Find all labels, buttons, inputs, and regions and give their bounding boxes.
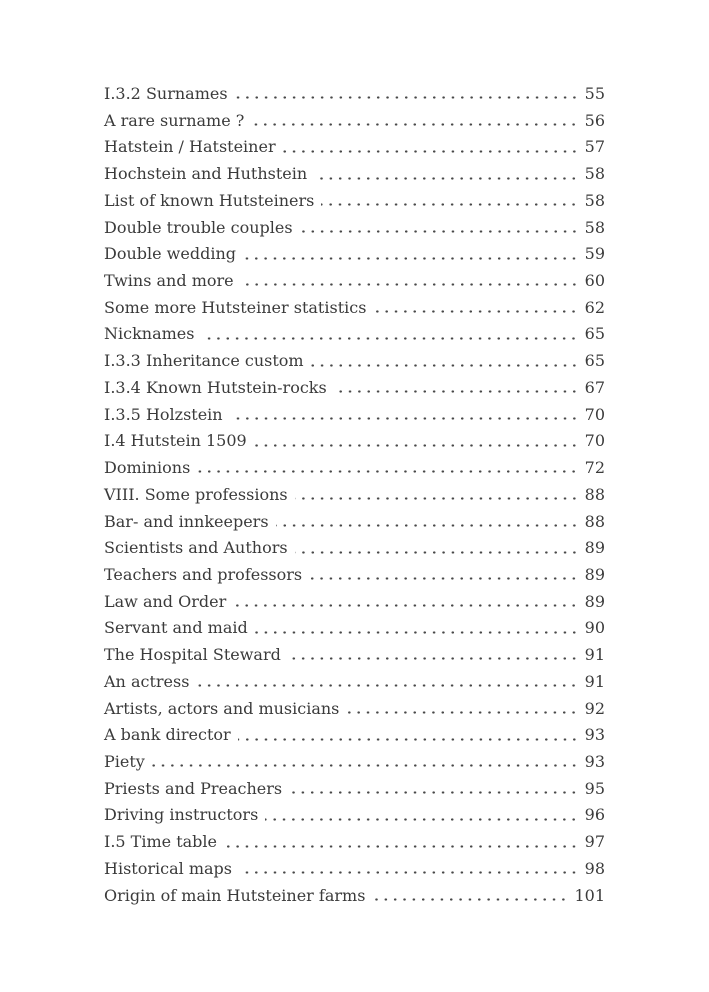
toc-entry-title: Hochstein and Huthstein bbox=[104, 164, 308, 184]
toc-dot-leader bbox=[254, 428, 580, 455]
toc-entry[interactable] bbox=[104, 482, 605, 509]
toc-entry-title: Double trouble couples bbox=[104, 217, 293, 237]
toc-entry-title: Dominions bbox=[104, 458, 191, 478]
toc-entry[interactable] bbox=[104, 81, 605, 108]
toc-entry[interactable] bbox=[104, 134, 605, 161]
toc-entry-page-number: 67 bbox=[584, 377, 605, 397]
toc-dot-leader bbox=[334, 375, 580, 402]
toc-entry-page-number: 58 bbox=[584, 190, 605, 210]
toc-dot-leader bbox=[255, 615, 580, 642]
toc-entry[interactable] bbox=[104, 535, 605, 562]
toc-entry-page-number: 89 bbox=[584, 591, 605, 611]
toc-entry[interactable] bbox=[104, 268, 605, 295]
toc-entry[interactable] bbox=[104, 428, 605, 455]
toc-dot-leader bbox=[235, 81, 580, 108]
toc-entry-title: Artists, actors and musicians bbox=[104, 698, 340, 718]
toc-entry[interactable] bbox=[104, 829, 605, 856]
toc-entry-page-number: 93 bbox=[584, 725, 605, 745]
toc-entry-title: Piety bbox=[104, 751, 145, 771]
toc-entry-page-number: 65 bbox=[584, 324, 605, 344]
toc-dot-leader bbox=[321, 188, 579, 215]
toc-dot-leader bbox=[233, 589, 579, 616]
toc-entry-page-number: 57 bbox=[584, 137, 605, 157]
toc-entry[interactable] bbox=[104, 856, 605, 883]
toc-dot-leader bbox=[265, 802, 579, 829]
toc-entry-title: Nicknames bbox=[104, 324, 195, 344]
toc-entry-title: Priests and Preachers bbox=[104, 778, 283, 798]
toc-entry-page-number: 58 bbox=[584, 164, 605, 184]
toc-entry-title: I.3.5 Holzstein bbox=[104, 404, 223, 424]
toc-dot-leader bbox=[373, 295, 579, 322]
toc-dot-leader bbox=[230, 402, 580, 429]
toc-entry-title: Driving instructors bbox=[104, 805, 259, 825]
toc-entry[interactable] bbox=[104, 375, 605, 402]
toc-entry-title: Twins and more bbox=[104, 271, 234, 291]
toc-entry-page-number: 89 bbox=[584, 538, 605, 558]
toc-entry-title: List of known Hutsteiners bbox=[104, 190, 315, 210]
toc-entry[interactable] bbox=[104, 321, 605, 348]
toc-dot-leader bbox=[311, 348, 580, 375]
toc-entry-title: An actress bbox=[104, 671, 190, 691]
toc-entry-title: A bank director bbox=[104, 725, 231, 745]
toc-entry[interactable] bbox=[104, 722, 605, 749]
toc-entry-page-number: 91 bbox=[584, 671, 605, 691]
toc-entry-title: Origin of main Hutsteiner farms bbox=[104, 885, 366, 905]
toc-dot-leader bbox=[251, 108, 579, 135]
toc-entry[interactable] bbox=[104, 295, 605, 322]
toc-entry-page-number: 65 bbox=[584, 351, 605, 371]
toc-entry-title: Some more Hutsteiner statistics bbox=[104, 297, 367, 317]
toc-dot-leader bbox=[314, 161, 579, 188]
toc-entry[interactable] bbox=[104, 749, 605, 776]
toc-entry[interactable] bbox=[104, 348, 605, 375]
toc-dot-leader bbox=[300, 215, 580, 242]
toc-entry[interactable] bbox=[104, 589, 605, 616]
toc-dot-leader bbox=[152, 749, 580, 776]
toc-entry[interactable] bbox=[104, 802, 605, 829]
toc-entry-title: VIII. Some professions bbox=[104, 484, 288, 504]
toc-entry[interactable] bbox=[104, 615, 605, 642]
toc-dot-leader bbox=[295, 482, 580, 509]
toc-dot-leader bbox=[289, 776, 580, 803]
toc-entry[interactable] bbox=[104, 215, 605, 242]
toc-entry[interactable] bbox=[104, 108, 605, 135]
toc-entry[interactable] bbox=[104, 188, 605, 215]
toc-entry-title: A rare surname ? bbox=[104, 110, 245, 130]
toc-entry-page-number: 60 bbox=[584, 271, 605, 291]
toc-entry-page-number: 88 bbox=[584, 511, 605, 531]
toc-entry-title: Scientists and Authors bbox=[104, 538, 288, 558]
toc-entry-page-number: 72 bbox=[584, 458, 605, 478]
toc-dot-leader bbox=[241, 268, 580, 295]
toc-entry[interactable] bbox=[104, 642, 605, 669]
toc-entry-title: I.3.4 Known Hutstein-rocks bbox=[104, 377, 327, 397]
toc-dot-leader bbox=[309, 562, 580, 589]
toc-entry[interactable] bbox=[104, 241, 605, 268]
toc-entry-page-number: 59 bbox=[584, 244, 605, 264]
toc-entry[interactable] bbox=[104, 509, 605, 536]
toc-entry[interactable] bbox=[104, 455, 605, 482]
table-of-contents bbox=[104, 81, 605, 909]
toc-entry-title: I.3.2 Surnames bbox=[104, 84, 228, 103]
toc-entry-title: I.5 Time table bbox=[104, 832, 217, 852]
toc-dot-leader bbox=[372, 883, 569, 910]
toc-dot-leader bbox=[196, 669, 579, 696]
toc-entry[interactable] bbox=[104, 883, 605, 910]
toc-dot-leader bbox=[239, 856, 580, 883]
toc-dot-leader bbox=[295, 535, 580, 562]
toc-entry-page-number: 101 bbox=[574, 885, 605, 905]
toc-dot-leader bbox=[346, 696, 579, 723]
toc-dot-leader bbox=[201, 321, 579, 348]
toc-entry[interactable] bbox=[104, 776, 605, 803]
toc-entry-title: Bar- and innkeepers bbox=[104, 511, 269, 531]
toc-entry[interactable] bbox=[104, 669, 605, 696]
toc-entry[interactable] bbox=[104, 402, 605, 429]
toc-dot-leader bbox=[224, 829, 580, 856]
toc-entry-title: Double wedding bbox=[104, 244, 236, 264]
toc-entry-title: Teachers and professors bbox=[104, 564, 303, 584]
toc-entry[interactable] bbox=[104, 696, 605, 723]
toc-dot-leader bbox=[288, 642, 580, 669]
toc-entry-page-number: 56 bbox=[584, 110, 605, 130]
toc-entry-title: Historical maps bbox=[104, 858, 232, 878]
toc-entry-page-number: 91 bbox=[584, 645, 605, 665]
toc-entry-title: I.3.3 Inheritance custom bbox=[104, 351, 304, 371]
toc-entry-page-number: 96 bbox=[584, 805, 605, 825]
toc-entry[interactable] bbox=[104, 161, 605, 188]
toc-entry-page-number: 62 bbox=[584, 297, 605, 317]
toc-entry-page-number: 92 bbox=[584, 698, 605, 718]
toc-entry-title: Law and Order bbox=[104, 591, 227, 611]
toc-entry-page-number: 88 bbox=[584, 484, 605, 504]
toc-entry-page-number: 98 bbox=[584, 858, 605, 878]
toc-entry-title: The Hospital Steward bbox=[104, 645, 281, 665]
toc-entry-page-number: 95 bbox=[584, 778, 605, 798]
toc-dot-leader bbox=[276, 509, 580, 536]
toc-entry-title: Servant and maid bbox=[104, 618, 248, 638]
toc-entry-page-number: 58 bbox=[584, 217, 605, 237]
toc-dot-leader bbox=[197, 455, 579, 482]
toc-entry-page-number: 70 bbox=[584, 431, 605, 451]
toc-dot-leader bbox=[283, 134, 580, 161]
toc-dot-leader bbox=[238, 722, 580, 749]
toc-entry-title: I.4 Hutstein 1509 bbox=[104, 431, 247, 451]
toc-entry[interactable] bbox=[104, 562, 605, 589]
toc-dot-leader bbox=[243, 241, 580, 268]
toc-entry-page-number: 97 bbox=[584, 832, 605, 852]
toc-entry-page-number: 70 bbox=[584, 404, 605, 424]
toc-entry-page-number: 93 bbox=[584, 751, 605, 771]
toc-entry-page-number: 89 bbox=[584, 564, 605, 584]
toc-entry-page-number: 55 bbox=[584, 84, 605, 103]
toc-entry-title: Hatstein / Hatsteiner bbox=[104, 137, 276, 157]
toc-entry-page-number: 90 bbox=[584, 618, 605, 638]
